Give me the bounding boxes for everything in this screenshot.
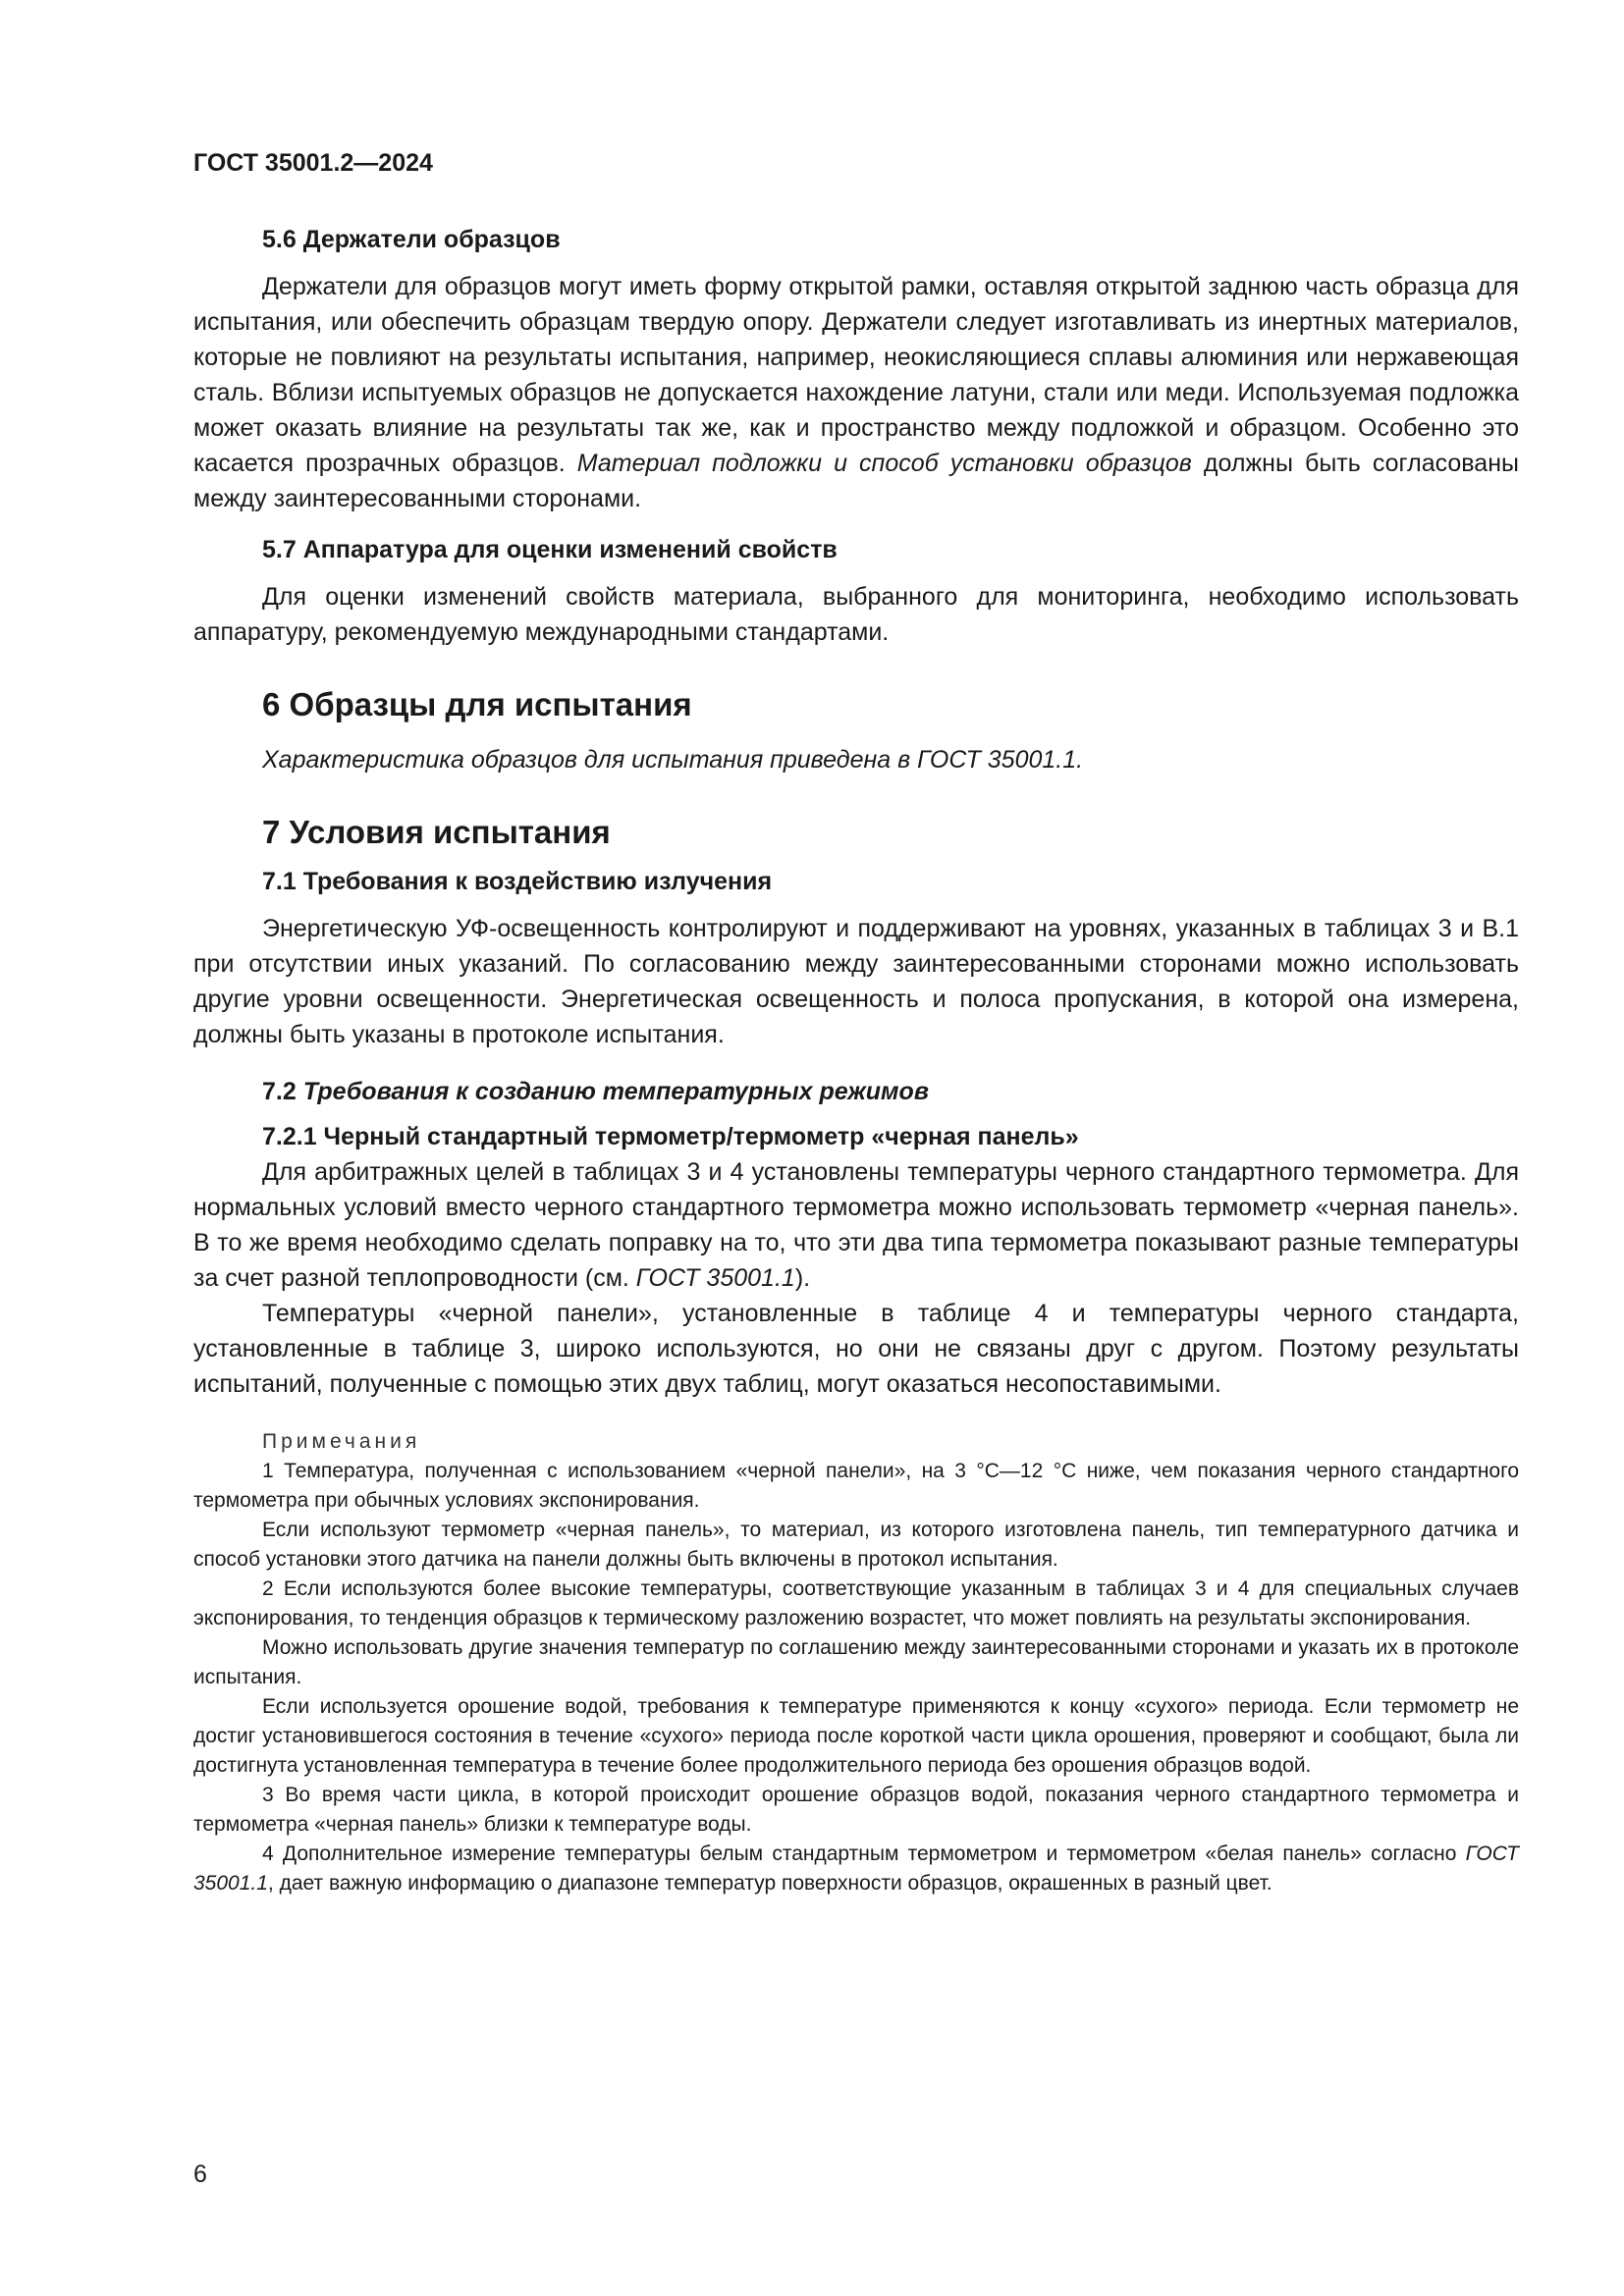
- note-4-end: , дает важную информацию о диапазоне температур поверхности образцов, окрашенных в разный цвет.: [267, 1872, 1272, 1895]
- paragraph-5-6-italic: Материал подложки и способ установки образцов: [576, 450, 1192, 477]
- paragraph-5-7: Для оценки изменений свойств материала, выбранного для мониторинга, необходимо использовать аппаратуру, рекомендуемую международными стандартами.: [193, 583, 1519, 646]
- paragraph-7-2-1-reference: ГОСТ 35001.1: [635, 1264, 795, 1292]
- note-4: [193, 1840, 1519, 1898]
- note-3: 3 Во время части цикла, в которой происходит орошение образцов водой, показания черного стандартного термометра и термометра «черная панель» близки к температуре воды.: [193, 1784, 1519, 1836]
- page-number: 6: [193, 2161, 207, 2188]
- note-1: 1 Температура, полученная с использованием «черной панели», на 3 °С—12 °С ниже, чем показания черного стандартного термометра при обычных условиях экспонирования.: [193, 1460, 1519, 1512]
- paragraph-5-6: [193, 269, 1519, 516]
- paragraph-7-2-1-end: ).: [794, 1264, 811, 1292]
- note-2: 2 Если используются более высокие температуры, соответствующие указанным в таблицах 3 и 4 для специальных случаев экспонирования, то тенденция образцов к термическому разложению возрастет, что может повлиять на результаты экспонирования.: [193, 1577, 1519, 1629]
- section-7-2-number: 7.2: [262, 1078, 303, 1105]
- section-heading-7: 7 Условия испытания: [262, 814, 611, 850]
- standard-code-header: ГОСТ 35001.2—2024: [193, 149, 433, 177]
- note-4-text: 4 Дополнительное измерение температуры белым стандартным термометром и термометром «белая панель» согласно: [262, 1842, 1466, 1865]
- paragraph-7-1: Энергетическую УФ-освещенность контролируют и поддерживают на уровнях, указанных в таблицах 3 и В.1 при отсутствии иных указаний. По согласованию между заинтересованными сторонами можно использовать другие уровни освещенности. Энергетическая освещенность и полоса пропускания, в которой она измерена, должны быть указаны в протоколе испытания.: [193, 915, 1519, 1048]
- section-heading-5-7: 5.7 Аппаратура для оценки изменений свойств: [262, 536, 838, 563]
- note-4-reference: ГОСТ 35001.1: [193, 1842, 1519, 1895]
- section-heading-5-6: 5.6 Держатели образцов: [262, 226, 561, 253]
- section-heading-6: 6 Образцы для испытания: [262, 686, 692, 722]
- page-content: [193, 222, 1519, 1898]
- paragraph-5-6-text: Держатели для образцов могут иметь форму открытой рамки, оставляя открытой заднюю часть образца для испытания, или обеспечить образцам твердую опору. Держатели следует изготавливать из инертных материалов, которые не повлияют на результаты испытания, например, неокисляющиеся сплавы алюминия или нержавеющая сталь. Вблизи испытуемых образцов не допускается нахождение латуни, стали или меди. Используемая подложка может оказать влияние на результаты так же, как и пространство между подложкой и образцом. Особенно это касается прозрачных образцов.: [193, 273, 1519, 477]
- paragraph-7-2-1-second: Температуры «черной панели», установленные в таблице 4 и температуры черного стандарта, установленные в таблице 3, широко используются, но они не связаны друг с другом. Поэтому результаты испытаний, полученные с помощью этих двух таблиц, могут оказаться несопоставимыми.: [193, 1300, 1519, 1398]
- paragraph-5-6-end: должны быть согласованы между заинтересованными сторонами.: [193, 450, 1519, 512]
- section-heading-7-2-1: 7.2.1 Черный стандартный термометр/термометр «черная панель»: [262, 1123, 1079, 1150]
- note-1-continued: Если используют термометр «черная панель», то материал, из которого изготовлена панель, тип температурного датчика и способ установки этого датчика на панели должны быть включены в протокол испытания.: [193, 1519, 1519, 1571]
- paragraph-6: Характеристика образцов для испытания приведена в ГОСТ 35001.1.: [262, 746, 1084, 774]
- note-2-watering: Если используется орошение водой, требования к температуре применяются к концу «сухого» периода. Если термометр не достиг установившегося состояния в течение «сухого» периода после короткой части цикла орошения, проверяют и сообщают, была ли достигнута установленная температура в течение более продолжительного периода без орошения образцов водой.: [193, 1695, 1519, 1777]
- section-heading-7-1: 7.1 Требования к воздействию излучения: [262, 868, 773, 895]
- section-heading-7-2: [193, 1074, 1519, 1109]
- paragraph-7-2-1-text: Для арбитражных целей в таблицах 3 и 4 установлены температуры черного стандартного термометра. Для нормальных условий вместо черного стандартного термометра можно использовать термометр «черная панель». В то же время необходимо сделать поправку на то, что эти два типа термометра показывают разные температуры за счет разной теплопроводности (см.: [193, 1158, 1519, 1292]
- section-7-2-title: Требования к созданию температурных режимов: [302, 1078, 929, 1105]
- note-2-continued: Можно использовать другие значения температур по соглашению между заинтересованными сторонами и указать их в протоколе испытания.: [193, 1636, 1519, 1688]
- notes-label: Примечания: [262, 1430, 421, 1453]
- paragraph-7-2-1-first: [193, 1154, 1519, 1296]
